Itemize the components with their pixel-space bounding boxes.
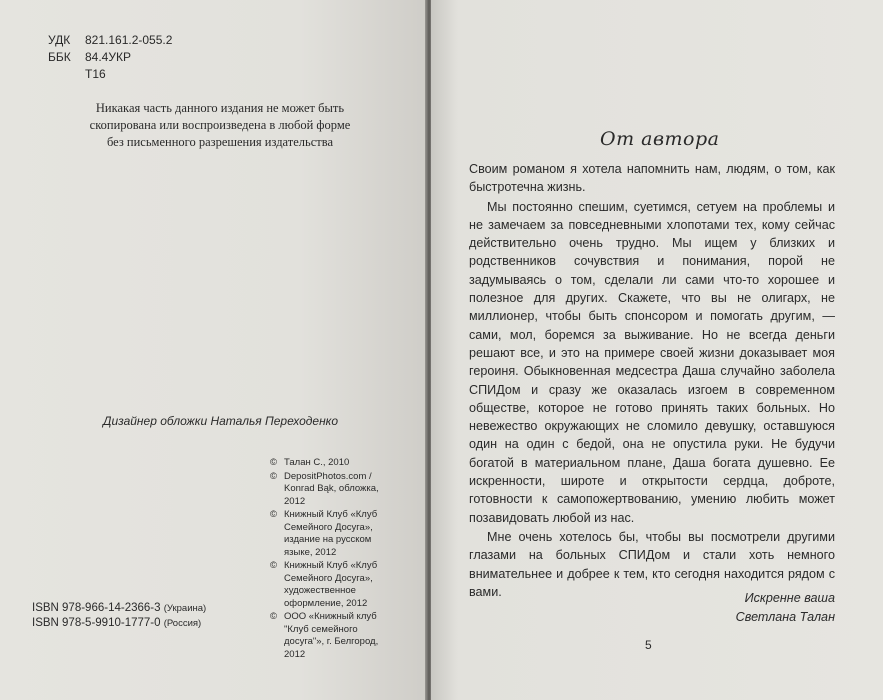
copyright-item	[270, 457, 400, 470]
isbn-line	[32, 616, 206, 631]
isbn-line	[32, 601, 206, 616]
copyright-symbol: ©	[270, 470, 277, 482]
copyright-text: Талан С., 2010	[284, 457, 350, 468]
cover-designer-credit: Дизайнер обложки Наталья Переходенко	[103, 414, 339, 428]
notice-line: без письменного разрешения издательства	[106, 135, 334, 149]
author-signoff	[736, 589, 835, 627]
copyright-notice	[40, 100, 400, 151]
catalog-row	[48, 49, 172, 66]
catalog-value: 821.161.2-055.2	[85, 33, 173, 47]
copyright-symbol: ©	[270, 457, 277, 468]
notice-line: Никакая часть данного издания не может быть	[95, 101, 345, 115]
catalog-value: Т16	[85, 67, 106, 81]
signoff-line: Искренне ваша	[744, 591, 835, 605]
catalog-key: УДК	[48, 33, 71, 47]
author-name: Светлана Талан	[735, 610, 835, 624]
copyright-item	[270, 611, 400, 661]
catalog-key: ББК	[48, 50, 71, 64]
foreword-body	[469, 160, 835, 601]
copyright-text: DepositPhotos.com / Konrad Bąk, обложка, 2012	[284, 470, 379, 507]
isbn-number: ISBN 978-966-14-2366-3	[32, 602, 161, 614]
copyright-list	[270, 457, 400, 662]
copyright-item	[270, 509, 400, 559]
left-page	[0, 0, 428, 700]
catalog-key	[48, 66, 85, 83]
isbn-block	[32, 601, 206, 631]
copyright-symbol: ©	[270, 611, 277, 622]
isbn-country: (Украина)	[163, 603, 207, 614]
chapter-title: От автора	[600, 128, 720, 150]
isbn-country: (Россия)	[163, 618, 202, 629]
copyright-text: ООО «Книжный клуб "Клуб семейного досуга"», г. Белгород, 2012	[284, 611, 379, 660]
copyright-symbol: ©	[270, 509, 277, 520]
copyright-text: Книжный Клуб «Клуб Семейного Досуга», издание на русском языке, 2012	[284, 509, 378, 558]
catalog-row	[48, 32, 172, 49]
copyright-symbol: ©	[270, 560, 277, 571]
paragraph: Мы постоянно спешим, суетимся, сетуем на проблемы и не замечаем за повседневными хлопотами тех, кому сейчас действительно очень трудно. Мы ищем у близких и родственников сочувствия и понимания, порой не задумываясь о том, сделали ли сами что-то хорошее и полезное для других. Скажете, что вы не олигарх, не миллионер, чтобы быть спонсором и помогать другим, — сами, мол, боремся за выживание. Но не всегда деньги решают все, и это на примере своей жизни доказывает моя героиня. Обыкновенная медсестра Даша случайно заболела СПИДом и сразу же оказалась изгоем в современном обществе, которое не готово принять таких больных. Но невежество окружающих не сломило девушку, оставшуюся один на один с бедой, она не опустила руки. Не будучи богатой в материальном плане, Даша богата душевно. Ее искренности, широте и открытости сердца, доброте, готовности к самопожертвованию, умению любить может позавидовать любой из нас.	[469, 199, 835, 525]
paragraph: Мне очень хотелось бы, чтобы вы посмотрели другими глазами на больных СПИДом и стали хоть немного внимательнее и добрее к тем, кто сегодня находится рядом с вами.	[469, 529, 835, 599]
catalog-codes	[48, 32, 172, 83]
paragraph: Своим романом я хотела напомнить нам, людям, о том, как быстротечна жизнь.	[469, 162, 835, 195]
catalog-value: 84.4УКР	[85, 50, 131, 64]
page-number: 5	[645, 638, 652, 652]
catalog-row	[48, 66, 172, 83]
copyright-item	[270, 560, 400, 610]
isbn-number: ISBN 978-5-9910-1777-0	[32, 617, 161, 629]
copyright-item	[270, 471, 400, 509]
copyright-text: Книжный Клуб «Клуб Семейного Досуга», художественное оформление, 2012	[284, 560, 378, 609]
notice-line: скопирована или воспроизведена в любой форме	[89, 118, 351, 132]
